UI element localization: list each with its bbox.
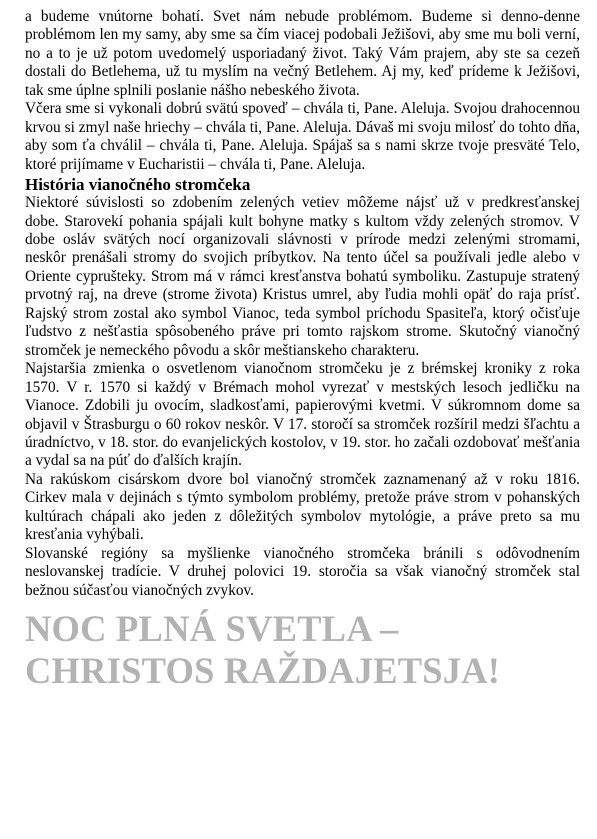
history-paragraph: Niektoré súvislosti so zdobením zelených vetiev môžeme nájsť už v predkresťanskej dobe. Starovekí pohania spájali kult bohyne matky s kultom vždy zelených stromov. V dobe osláv svätých nocí organizovali slávnosti v prírode medzi zelenými stromami, neskôr prenášali stromy do svojich príbytkov. Na tento účel sa používali jedle alebo v Oriente cyprušteky. Strom má v rámci kresťanstva bohatú symboliku. Zastupuje stratený prvotný raj, na dreve (strome života) Kristus umrel, aby ľudia mohli opäť do raja prísť. Rajský strom zostal ako symbol Vianoc, teda symbol príchodu Spasiteľa, ktorý očisťuje ľudstvo z nešťastia spôsobeného práve pri tomto rajskom strome. Skutočný vianočný stromček je nemeckého pôvodu a skôr meštianskeho charakteru. xyxy=(25,194,580,359)
banner-title xyxy=(25,608,580,692)
banner-line: NOC PLNÁ SVETLA – xyxy=(25,608,399,650)
prayer-paragraph: Včera sme si vykonali dobrú svätú spoveď – chvála ti, Pane. Aleluja. Svojou drahocennou krvou si zmyl naše hriechy – chvála ti, Pane. Aleluja. Dávaš mi svoju milosť do tohto dňa, aby som ťa chválil – chvála ti, Pane. Aleluja. Spájaš sa s nami skrze tvoje presväté Telo, ktoré prijímame v Eucharistii – chvála ti, Pane. Aleluja. xyxy=(25,100,580,173)
banner-line: CHRISTOS RAŽDAJETSJA! xyxy=(25,650,501,692)
intro-paragraph: a budeme vnútorne bohatí. Svet nám nebude problémom. Budeme si denno-denne problémom len my samy, aby sme sa čím viacej podobali Ježišovi, aby sme mu boli verní, no a to je už potom uvedomelý usporiadaný život. Taký Vám prajem, aby ste sa cezeň dostali do Betlehema, už tu myslím na večný Betlehem. Aj my, keď prídeme k Ježišovi, tak sme úplne splnili poslanie nášho nebeského života. xyxy=(25,8,580,99)
history-paragraph: Na rakúskom cisárskom dvore bol vianočný stromček zaznamenaný až v roku 1816. Cirkev mala v dejinách s týmto symbolom problémy, pretože práve strom v pohanských kultúrach chápali ako jeden z dôležitých symbolov mytológie, a práve preto sa mu kresťania vyhýbali. xyxy=(25,470,580,544)
history-paragraph: Slovanské regióny sa myšlienke vianočného stromčeka bránili s odôvodnením neslovanskej tradície. V druhej polovici 19. storočia sa však vianočný stromček stal bežnou súčasťou vianočných zvykov. xyxy=(25,544,580,599)
document-page xyxy=(25,8,580,692)
section-heading: História vianočného stromčeka xyxy=(25,175,251,195)
history-paragraph: Najstaršia zmienka o osvetlenom vianočnom stromčeku je z brémskej kroniky z roka 1570. V r. 1570 si každý v Brémach mohol vyrezať v mestských lesoch jedličku na Vianoce. Zdobili ju ovocím, sladkosťami, papierovými kvetmi. V súkromnom dome sa objavil v Štrasburgu o 60 rokov neskôr. V 17. storočí sa stromček rozšíril medzi šľachtu a úradníctvo, v 18. stor. do evanjelických kostolov, v 19. stor. ho začali ozdobovať mešťania a vydal sa na púť do ďalších krajín. xyxy=(25,360,580,470)
